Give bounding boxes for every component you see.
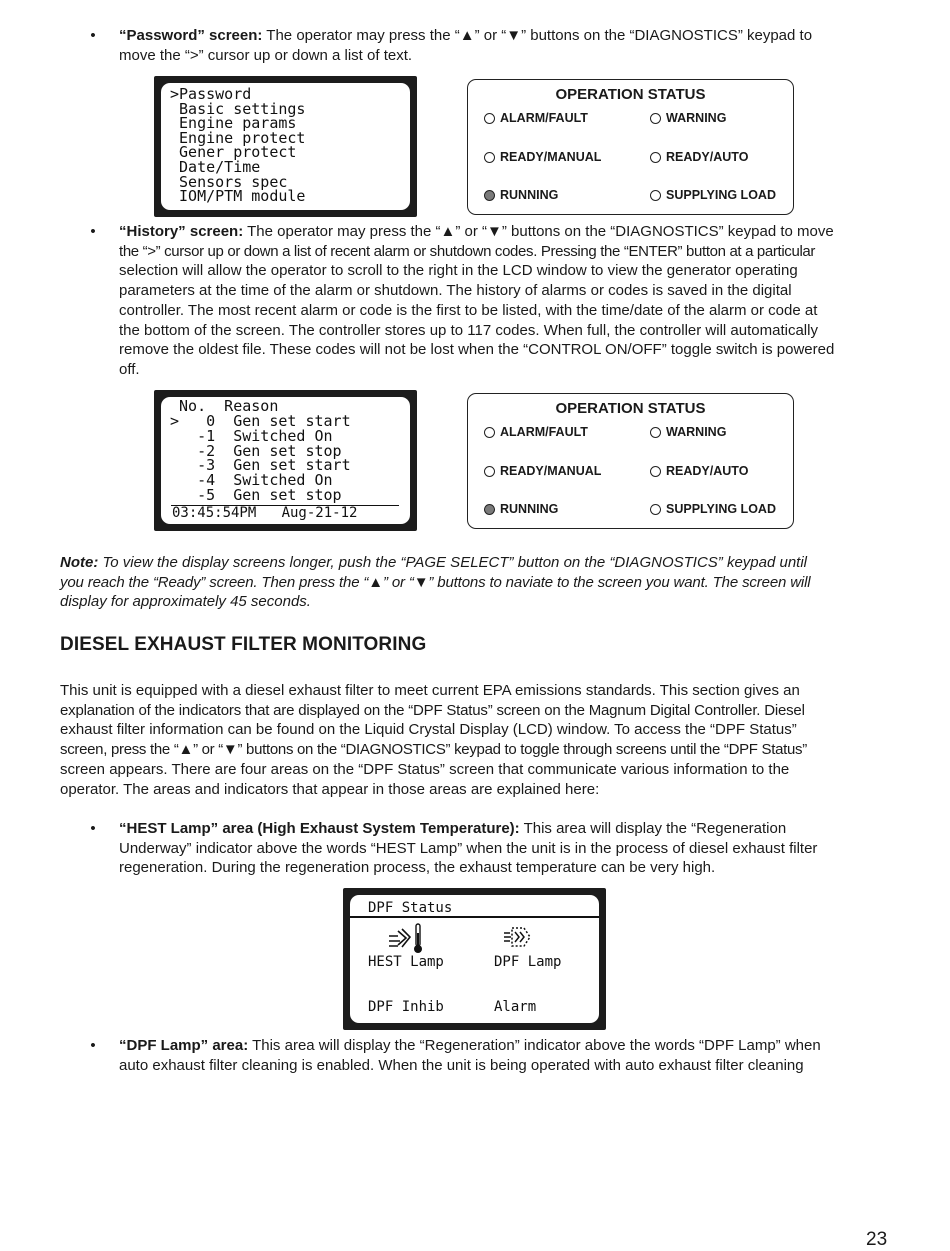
status-light-icon — [484, 190, 495, 201]
status-light-icon — [650, 466, 661, 477]
page-number: 23 — [866, 1229, 888, 1250]
lcd-history-timestamp: 03:45:54PM Aug-21-12 — [172, 505, 358, 521]
lcd-line: -1 Switched On — [170, 426, 333, 445]
warning-indicator: WARNING — [650, 111, 726, 125]
hest-lamp-title: “HEST Lamp” area (High Exhaust System Temperature): — [119, 820, 520, 837]
lcd-line: Engine protect — [170, 128, 306, 147]
operation-status-title: OPERATION STATUS — [555, 400, 706, 417]
ready-manual-indicator: READY/MANUAL — [484, 464, 601, 478]
ready-auto-indicator: READY/AUTO — [650, 150, 748, 164]
note-label: Note: — [60, 554, 99, 571]
status-light-icon — [650, 152, 661, 163]
lcd-line: Basic settings — [170, 99, 306, 118]
operation-status-panel — [467, 79, 794, 215]
lcd-password-menu — [154, 76, 417, 217]
password-screen-paragraph — [119, 26, 909, 65]
operation-status-title: OPERATION STATUS — [555, 86, 706, 103]
running-indicator: RUNNING — [484, 502, 558, 516]
lcd-history-header: No. Reason — [170, 397, 279, 415]
status-light-icon — [484, 152, 495, 163]
hest-lamp-icon — [386, 921, 428, 955]
status-light-icon — [484, 504, 495, 515]
lcd-line: -5 Gen set stop — [170, 485, 342, 504]
lcd-menu-list — [170, 87, 305, 204]
dpf-status-title: DPF Status — [368, 900, 453, 916]
lcd-history-list — [170, 414, 351, 503]
lcd-line: IOM/PTM module — [170, 187, 306, 206]
status-light-icon — [650, 427, 661, 438]
supplying-load-indicator: SUPPLYING LOAD — [650, 502, 776, 516]
lcd-line: Sensors spec — [170, 172, 288, 191]
lcd-history-screen — [154, 390, 417, 531]
lcd-line: -3 Gen set start — [170, 456, 351, 475]
ready-manual-indicator: READY/MANUAL — [484, 150, 601, 164]
alarm-label: Alarm — [494, 999, 537, 1015]
lcd-line: > 0 Gen set start — [170, 412, 351, 430]
status-light-icon — [484, 113, 495, 124]
lcd-line: Gener protect — [170, 143, 297, 162]
password-screen-text-1: The operator may press the “▲” or “▼” buttons on the “DIAGNOSTICS” keypad to — [262, 27, 813, 44]
lcd-line: -2 Gen set stop — [170, 441, 342, 460]
dpf-lamp-paragraph: “DPF Lamp” area: This area will display the “Regeneration” indicator above the words “DPF Lamp” when auto exhaust filter cleaning is enabled. When the unit is being operated with auto exhaust filter cleaning — [119, 1037, 821, 1074]
status-light-icon — [484, 427, 495, 438]
lcd-divider — [350, 916, 599, 918]
status-light-icon — [484, 466, 495, 477]
dpf-lamp-title: “DPF Lamp” area: — [119, 1037, 249, 1054]
bullet-marker: • — [90, 223, 96, 240]
section-heading: DIESEL EXHAUST FILTER MONITORING — [60, 634, 427, 655]
alarm-fault-indicator: ALARM/FAULT — [484, 425, 588, 439]
dpf-lamp-label: DPF Lamp — [494, 954, 562, 970]
password-screen-title: “Password” screen: — [119, 27, 263, 44]
lcd-line: Date/Time — [170, 157, 261, 176]
supplying-load-indicator: SUPPLYING LOAD — [650, 188, 776, 202]
intro-paragraph: This unit is equipped with a diesel exhaust filter to meet current EPA emissions standards. This section gives an explanation of the indicators that are displayed on the “DPF Status” screen on the Magnum Digital Controller. Diesel exhaust filter information can be found on the Liquid Crystal Display (LCD) window. To access the “DPF Status” screen, press the “▲” or “▼” buttons on the “DIAGNOSTICS” keypad to toggle through screens until the “DPF Status” screen appears. There are four areas on the “DPF Status” screen that communicate various information to the operator. The areas and indicators that appear in those areas are explained here: — [60, 682, 807, 798]
lcd-dpf-status-screen — [343, 888, 606, 1030]
password-screen-text-2: move the “>” cursor up or down a list of text. — [119, 46, 413, 64]
warning-indicator: WARNING — [650, 425, 726, 439]
bullet-marker: • — [90, 820, 96, 837]
alarm-fault-indicator: ALARM/FAULT — [484, 111, 588, 125]
history-screen-paragraph: “History” screen: The operator may press the “▲” or “▼” buttons on the “DIAGNOSTICS” keypad to move the “>” cursor up or down a list of recent alarm or shutdown codes. Pressing the “ENTER” button at a particular selection will allow the operator to scroll to the right in the LCD window to view the generator operating parameters at the time of the alarm or shutdown. The history of alarms or codes is saved in the digital controller. The most recent alarm or code is the first to be listed, with the time/date of the alarm or code at the bottom of the screen. The controller stores up to 117 codes. When full, the controller will automatically remove the oldest file. These codes will not be lost when the “CONTROL ON/OFF” toggle switch is powered off. — [119, 223, 835, 378]
dpf-inhibit-label: DPF Inhib — [368, 999, 444, 1015]
hest-lamp-label: HEST Lamp — [368, 954, 444, 970]
bullet-marker: • — [90, 1037, 96, 1054]
operation-status-panel — [467, 393, 794, 529]
status-light-icon — [650, 504, 661, 515]
dpf-lamp-icon — [502, 923, 536, 951]
status-light-icon — [650, 190, 661, 201]
lcd-line: >Password — [170, 85, 252, 103]
running-indicator: RUNNING — [484, 188, 558, 202]
status-light-icon — [650, 113, 661, 124]
hest-lamp-paragraph: “HEST Lamp” area (High Exhaust System Temperature): This area will display the “Regeneration Underway” indicator above the words “HEST Lamp” when the unit is in the process of diesel exhaust filter regeneration. During the regeneration process, the exhaust temperature can be very high. — [119, 820, 818, 877]
history-screen-title: “History” screen: — [119, 223, 244, 240]
lcd-line: Engine params — [170, 114, 297, 133]
bullet-marker: • — [90, 27, 96, 44]
ready-auto-indicator: READY/AUTO — [650, 464, 748, 478]
note-paragraph: Note: To view the display screens longer, push the “PAGE SELECT” button on the “DIAGNOSTICS” keypad until you reach the “Ready” screen. Then press the “▲” or “▼” buttons to naviate to the screen you want. The screen will display for approximately 45 seconds. — [60, 554, 811, 611]
lcd-line: -4 Switched On — [170, 471, 333, 490]
